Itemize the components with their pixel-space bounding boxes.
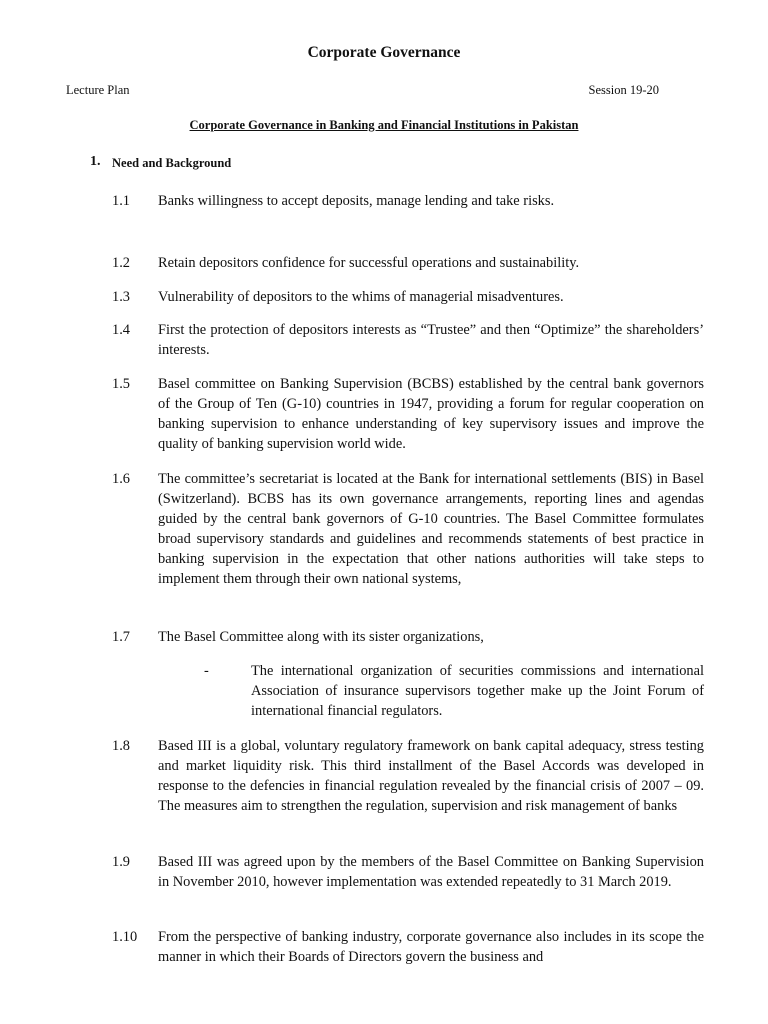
section-number: 1. bbox=[90, 154, 101, 169]
item-number: 1.9 bbox=[112, 854, 130, 870]
item-text: Basel committee on Banking Supervision (BCBS) established by the central bank governors of the Group of Ten (G-10) countries in 1947, providing a forum for regular cooperation on banking supervision to enhance understanding of key supervisory issues and improve the quality of banking supervision world wide. bbox=[158, 376, 704, 452]
item-text: From the perspective of banking industry, corporate governance also includes in its scope the manner in which their Boards of Directors govern the business and bbox=[158, 929, 704, 965]
item-text: First the protection of depositors interests as “Trustee” and then “Optimize” the shareholders’ interests. bbox=[158, 322, 704, 358]
item-text: Based III was agreed upon by the members of the Basel Committee on Banking Supervision in November 2010, however implementation was extended repeatedly to 31 March 2019. bbox=[158, 854, 704, 890]
bullet-dash: - bbox=[204, 663, 209, 679]
item-text: Banks willingness to accept deposits, manage lending and take risks. bbox=[158, 193, 555, 209]
item-number: 1.7 bbox=[112, 629, 130, 645]
item-number: 1.1 bbox=[112, 193, 130, 209]
section-title: Need and Background bbox=[112, 156, 232, 170]
item-number: 1.6 bbox=[112, 471, 130, 487]
item-text: The committee’s secretariat is located at the Bank for international settlements (BIS) in Basel (Switzerland). BCBS has its own governance arrangements, reporting lines and agendas guided by the central bank governors of G-10 countries. The Basel Committee formulates broad supervisory standards and guidelines and recommends statements of best practice in banking supervision in the expectation that other nations authorities will take steps to implement them through their own national systems, bbox=[158, 471, 704, 587]
item-number: 1.2 bbox=[112, 255, 130, 271]
item-number: 1.10 bbox=[112, 929, 138, 945]
page-title: Corporate Governance bbox=[307, 44, 461, 61]
item-number: 1.3 bbox=[112, 289, 130, 305]
sub-item-text: The international organization of securities commissions and international Association of insurance supervisors together make up the Joint Forum of international financial regulators. bbox=[251, 663, 704, 719]
item-number: 1.5 bbox=[112, 376, 130, 392]
item-text: Vulnerability of depositors to the whims of managerial misadventures. bbox=[158, 289, 564, 305]
item-text: The Basel Committee along with its sister organizations, bbox=[158, 629, 484, 645]
item-number: 1.8 bbox=[112, 738, 130, 754]
item-number: 1.4 bbox=[112, 322, 130, 338]
session-label: Session 19-20 bbox=[588, 83, 659, 97]
item-text: Based III is a global, voluntary regulatory framework on bank capital adequacy, stress testing and market liquidity risk. This third installment of the Basel Accords was developed in response to the defencies in financial regulation revealed by the financial crisis of 2007 – 09. The measures aim to strengthen the regulation, supervision and risk management of banks bbox=[158, 738, 704, 814]
lecture-plan-label: Lecture Plan bbox=[66, 83, 130, 97]
document-subtitle: Corporate Governance in Banking and Financial Institutions in Pakistan bbox=[189, 118, 579, 132]
item-text: Retain depositors confidence for successful operations and sustainability. bbox=[158, 255, 580, 271]
